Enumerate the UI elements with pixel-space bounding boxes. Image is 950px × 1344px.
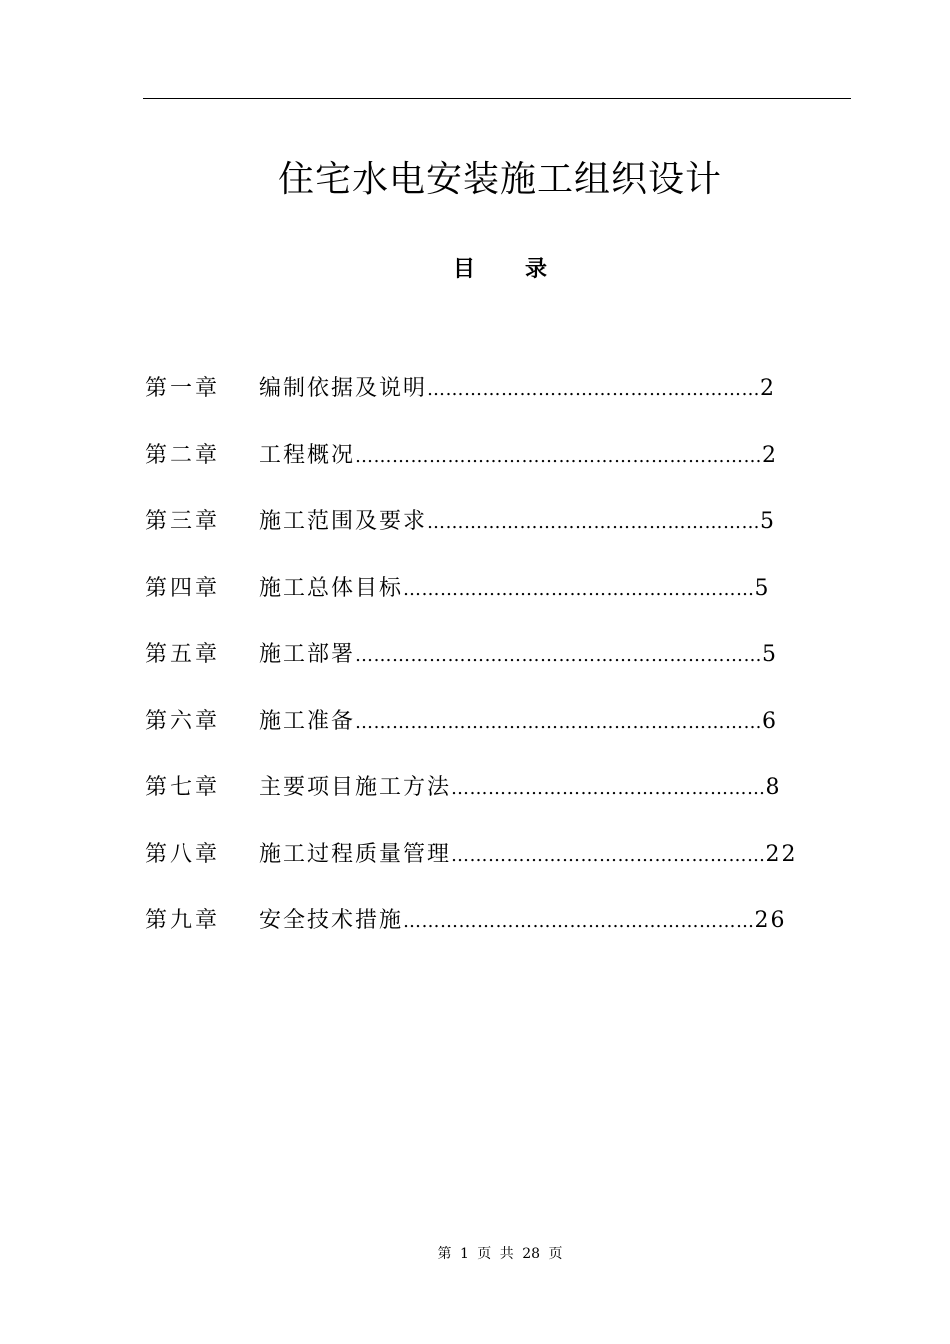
document-title: 住宅水电安装施工组织设计 [277,159,722,200]
toc-chapter-number: 第五章 [145,642,221,667]
toc-entry-text [259,436,778,477]
toc-entry[interactable] [145,702,845,769]
toc-page-number: 5 [754,575,771,601]
toc-leader-dots: ………………………………………………………… [355,445,763,467]
toc-chapter-title: 工程概况 [259,442,356,468]
toc-entry[interactable] [145,768,845,835]
toc-chapter-title: 施工范围及要求 [259,509,428,534]
toc-chapter-number: 第八章 [145,841,221,867]
toc-chapter-title: 安全技术措施 [259,908,404,933]
toc-chapter-title: 施工总体目标 [259,575,404,601]
toc-heading [0,254,950,286]
toc-chapter-number: 第四章 [145,575,221,601]
toc-leader-dots: …………………………………………… [451,844,766,866]
toc-leader-dots: ………………………………………………… [403,578,755,600]
page-footer: 第 1 页 共 28 页 [437,1246,563,1262]
toc-chapter-title: 主要项目施工方法 [259,775,452,800]
toc-page-number: 8 [765,775,782,800]
toc-chapter-title: 施工部署 [259,642,356,667]
toc-entry-text [259,502,776,543]
toc-page-number: 6 [762,708,779,734]
toc-entry[interactable] [145,901,845,968]
toc-page-number: 22 [765,841,798,867]
toc-leader-dots: ………………………………………………………… [355,645,763,666]
toc-leader-dots: ……………………………………………… [427,379,761,400]
toc-page-number: 26 [754,908,787,933]
toc-entry-text [259,635,778,676]
toc-heading-right: 录 [525,257,548,282]
toc-heading-left: 目 [452,257,475,282]
toc-entry-text [259,569,771,610]
toc-leader-dots: ………………………………………………………… [355,711,763,733]
toc-entry[interactable] [145,569,845,636]
toc-entry[interactable] [145,835,845,902]
toc-chapter-number: 第六章 [145,708,221,734]
toc-chapter-number: 第九章 [145,908,221,933]
toc-page-number: 5 [762,642,779,667]
toc-chapter-number: 第三章 [145,509,221,534]
toc-entry-text [259,835,798,876]
table-of-contents [145,369,845,968]
toc-chapter-number: 第二章 [145,442,221,468]
toc-entry-text [259,901,787,942]
toc-leader-dots: ……………………………………………… [427,512,761,533]
toc-chapter-title: 施工过程质量管理 [259,841,452,867]
toc-entry-text [259,768,782,809]
toc-chapter-title: 编制依据及说明 [259,376,428,401]
toc-leader-dots: …………………………………………… [451,778,766,799]
toc-entry[interactable] [145,436,845,503]
toc-entry-text [259,369,776,410]
toc-entry[interactable] [145,502,845,569]
toc-chapter-number: 第七章 [145,775,221,800]
toc-page-number: 5 [760,509,777,534]
toc-page-number: 2 [760,376,777,401]
toc-chapter-title: 施工准备 [259,708,356,734]
toc-leader-dots: ………………………………………………… [403,911,755,932]
toc-page-number: 2 [762,442,779,468]
toc-entry[interactable] [145,635,845,702]
toc-entry-text [259,702,778,743]
toc-chapter-number: 第一章 [145,376,221,401]
toc-entry[interactable] [145,369,845,436]
header-rule [143,98,851,99]
